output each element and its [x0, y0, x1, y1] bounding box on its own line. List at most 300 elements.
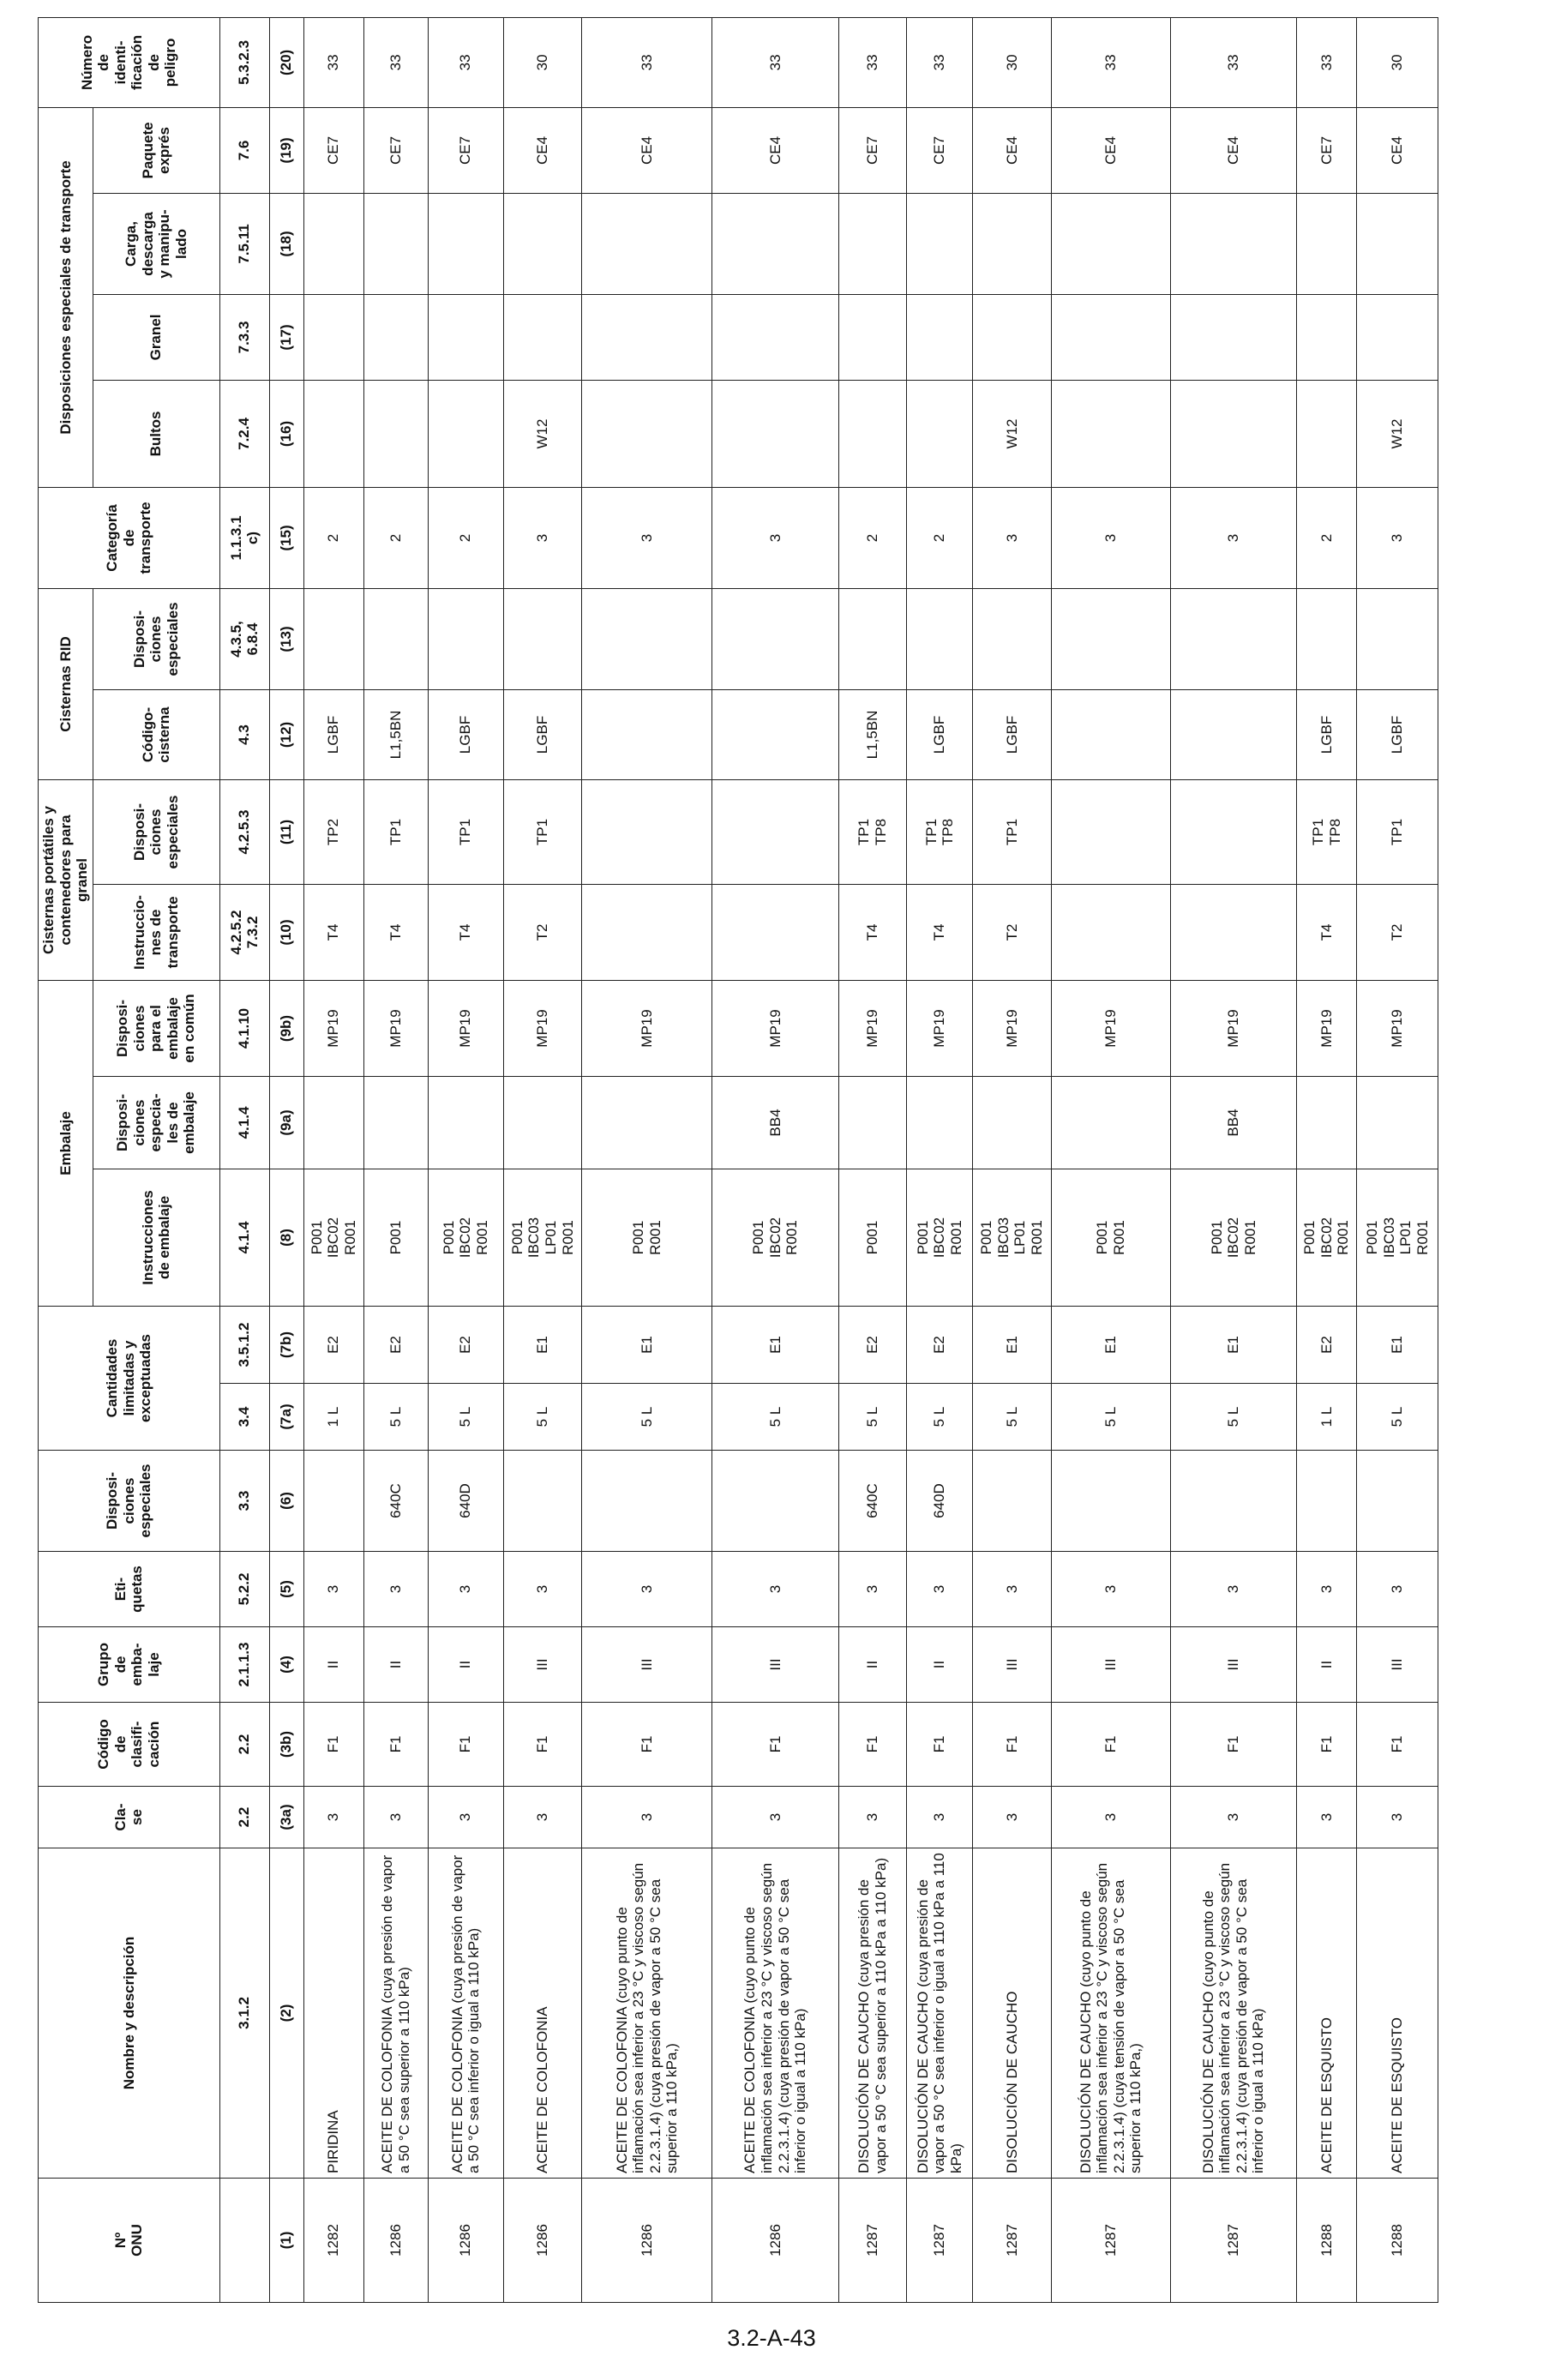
portable-tank-provisions-cell: TP1: [503, 779, 582, 884]
section-ref-cell: 2.2: [219, 1703, 269, 1787]
rid-tank-provisions-cell: [303, 588, 363, 689]
rid-tank-provisions-cell: [712, 588, 839, 689]
class-cell: 3: [1170, 1787, 1297, 1848]
header-codigo: Código de clasifi- cación: [39, 1703, 220, 1787]
mixed-packing-provisions-cell: MP19: [503, 980, 582, 1076]
table-row: [712, 17, 839, 2302]
onu-number-cell: 1286: [428, 2179, 503, 2303]
classification-code-cell: F1: [1170, 1703, 1297, 1787]
handling-provisions-cell: [907, 193, 973, 294]
transport-category-cell: 3: [973, 487, 1052, 588]
portable-tank-instructions-cell: [1051, 884, 1170, 980]
handling-provisions-cell: [838, 193, 906, 294]
portable-tank-provisions-cell: [1051, 779, 1170, 884]
handling-provisions-cell: [363, 193, 428, 294]
section-ref-cell: 7.6: [219, 107, 269, 193]
packages-provisions-cell: W12: [1357, 380, 1438, 487]
column-number-cell: (11): [269, 779, 303, 884]
portable-tank-provisions-cell: TP1 TP8: [907, 779, 973, 884]
portable-tank-instructions-cell: T4: [1297, 884, 1357, 980]
labels-cell: 3: [907, 1552, 973, 1627]
onu-number-cell: 1288: [1357, 2179, 1438, 2303]
column-number-cell: (8): [269, 1169, 303, 1307]
column-number-cell: (9a): [269, 1077, 303, 1169]
tank-code-cell: L1,5BN: [363, 689, 428, 779]
table-row: [582, 17, 712, 2302]
table-row: [907, 17, 973, 2302]
section-ref-cell: 2.2: [219, 1787, 269, 1848]
packages-provisions-cell: [303, 380, 363, 487]
express-parcel-provisions-cell: CE7: [303, 107, 363, 193]
section-ref-cell: 2.1.1.3: [219, 1627, 269, 1703]
header-disp-especiales-embalaje: Disposi- ciones especia- les de embalaje: [93, 1077, 219, 1169]
column-number-cell: (20): [269, 17, 303, 107]
tank-code-cell: LGBF: [973, 689, 1052, 779]
section-ref-cell: 4.1.4: [219, 1077, 269, 1169]
column-number-cell: (9b): [269, 980, 303, 1076]
column-number-cell: (19): [269, 107, 303, 193]
name-description-cell: ACEITE DE ESQUISTO: [1357, 1848, 1438, 2179]
labels-cell: 3: [582, 1552, 712, 1627]
name-description-cell: PIRIDINA: [303, 1848, 363, 2179]
name-description-cell: ACEITE DE COLOFONIA (cuyo punto de inflamación sea inferior a 23 °C y viscoso según 2.2.3.1.4) (cuya presión de vapor a 50 °C sea inferior o igual a 110 kPa): [712, 1848, 839, 2179]
header-granel: Granel: [93, 294, 219, 380]
packages-provisions-cell: [907, 380, 973, 487]
mixed-packing-provisions-cell: MP19: [838, 980, 906, 1076]
header-etiquetas: Eti- quetas: [39, 1552, 220, 1627]
section-ref-cell: 4.2.5.3: [219, 779, 269, 884]
handling-provisions-cell: [582, 193, 712, 294]
class-cell: 3: [503, 1787, 582, 1848]
hazard-number-cell: 33: [428, 17, 503, 107]
handling-provisions-cell: [1170, 193, 1297, 294]
packing-instructions-cell: P001 IBC02 R001: [303, 1169, 363, 1307]
limited-quantity-cell: 5 L: [907, 1384, 973, 1451]
special-provisions-cell: [303, 1451, 363, 1552]
transport-category-cell: 3: [1051, 487, 1170, 588]
portable-tank-instructions-cell: T2: [1357, 884, 1438, 980]
classification-code-cell: F1: [973, 1703, 1052, 1787]
packing-instructions-cell: P001 IBC02 R001: [1170, 1169, 1297, 1307]
rid-tank-provisions-cell: [1357, 588, 1438, 689]
labels-cell: 3: [1297, 1552, 1357, 1627]
onu-number-cell: 1287: [1170, 2179, 1297, 2303]
packing-group-cell: III: [973, 1627, 1052, 1703]
bulk-provisions-cell: [838, 294, 906, 380]
table-row: [838, 17, 906, 2302]
packing-instructions-cell: P001 R001: [1051, 1169, 1170, 1307]
tank-code-cell: LGBF: [428, 689, 503, 779]
hazard-number-cell: 33: [838, 17, 906, 107]
column-number-cell: (3b): [269, 1703, 303, 1787]
special-packing-provisions-cell: [582, 1077, 712, 1169]
tank-code-cell: [1170, 689, 1297, 779]
section-ref-cell: 4.1.10: [219, 980, 269, 1076]
tank-code-cell: LGBF: [1357, 689, 1438, 779]
express-parcel-provisions-cell: CE7: [428, 107, 503, 193]
express-parcel-provisions-cell: CE4: [582, 107, 712, 193]
handling-provisions-cell: [503, 193, 582, 294]
packing-group-cell: II: [428, 1627, 503, 1703]
special-provisions-cell: 640C: [363, 1451, 428, 1552]
classification-code-cell: F1: [428, 1703, 503, 1787]
excepted-quantity-cell: E1: [1357, 1307, 1438, 1384]
packing-instructions-cell: P001 IBC02 R001: [1297, 1169, 1357, 1307]
class-cell: 3: [428, 1787, 503, 1848]
special-provisions-cell: 640C: [838, 1451, 906, 1552]
classification-code-cell: F1: [363, 1703, 428, 1787]
tank-code-cell: [712, 689, 839, 779]
special-packing-provisions-cell: BB4: [1170, 1077, 1297, 1169]
onu-number-cell: 1287: [838, 2179, 906, 2303]
class-cell: 3: [1357, 1787, 1438, 1848]
labels-cell: 3: [363, 1552, 428, 1627]
hazard-number-cell: 33: [582, 17, 712, 107]
section-ref-cell: 3.5.1.2: [219, 1307, 269, 1384]
rid-tank-provisions-cell: [1051, 588, 1170, 689]
portable-tank-provisions-cell: TP1: [363, 779, 428, 884]
column-number-cell: (6): [269, 1451, 303, 1552]
packing-group-cell: III: [582, 1627, 712, 1703]
packages-provisions-cell: [838, 380, 906, 487]
header-name: Nombre y descripción: [39, 1848, 220, 2179]
classification-code-cell: F1: [907, 1703, 973, 1787]
tank-code-cell: LGBF: [503, 689, 582, 779]
header-onu: Nº ONU: [39, 2179, 220, 2303]
excepted-quantity-cell: E1: [973, 1307, 1052, 1384]
table-row: [1357, 17, 1438, 2302]
packing-instructions-cell: P001 IBC03 LP01 R001: [503, 1169, 582, 1307]
handling-provisions-cell: [1051, 193, 1170, 294]
special-provisions-cell: [1051, 1451, 1170, 1552]
packing-group-cell: II: [907, 1627, 973, 1703]
page-number: 3.2-A-43: [727, 2325, 816, 2351]
classification-code-cell: F1: [582, 1703, 712, 1787]
column-number-cell: (5): [269, 1552, 303, 1627]
mixed-packing-provisions-cell: MP19: [1357, 980, 1438, 1076]
hazard-number-cell: 30: [973, 17, 1052, 107]
transport-category-cell: 3: [712, 487, 839, 588]
labels-cell: 3: [1051, 1552, 1170, 1627]
limited-quantity-cell: 5 L: [1357, 1384, 1438, 1451]
name-description-cell: ACEITE DE COLOFONIA (cuya presión de vapor a 50 °C sea superior a 110 kPa): [363, 1848, 428, 2179]
packing-instructions-cell: P001 IBC02 R001: [907, 1169, 973, 1307]
packing-instructions-cell: P001 IBC03 LP01 R001: [1357, 1169, 1438, 1307]
packing-group-cell: III: [1357, 1627, 1438, 1703]
transport-category-cell: 3: [1357, 487, 1438, 588]
portable-tank-instructions-cell: T4: [907, 884, 973, 980]
special-provisions-cell: [1357, 1451, 1438, 1552]
handling-provisions-cell: [712, 193, 839, 294]
transport-category-cell: 2: [1297, 487, 1357, 588]
transport-category-cell: 3: [1170, 487, 1297, 588]
packages-provisions-cell: [428, 380, 503, 487]
excepted-quantity-cell: E1: [503, 1307, 582, 1384]
special-provisions-cell: [503, 1451, 582, 1552]
onu-number-cell: 1286: [503, 2179, 582, 2303]
table-row: [973, 17, 1052, 2302]
hazard-number-cell: 33: [363, 17, 428, 107]
limited-quantity-cell: 5 L: [712, 1384, 839, 1451]
bulk-provisions-cell: [582, 294, 712, 380]
rid-tank-provisions-cell: [973, 588, 1052, 689]
header-codigo-cisterna: Código- cisterna: [93, 689, 219, 779]
header-categoria: Categoría de transporte: [39, 487, 220, 588]
header-paquete: Paquete exprés: [93, 107, 219, 193]
bulk-provisions-cell: [1051, 294, 1170, 380]
header-cisternas-rid: Cisternas RID: [39, 588, 93, 779]
rid-tank-provisions-cell: [1170, 588, 1297, 689]
table-body: [303, 17, 1438, 2302]
labels-cell: 3: [973, 1552, 1052, 1627]
section-ref-cell: 1.1.3.1 c): [219, 487, 269, 588]
table-row: [1297, 17, 1357, 2302]
packing-instructions-cell: P001: [838, 1169, 906, 1307]
handling-provisions-cell: [1357, 193, 1438, 294]
onu-number-cell: 1287: [1051, 2179, 1170, 2303]
class-cell: 3: [582, 1787, 712, 1848]
section-ref-cell: 4.2.5.2 7.3.2: [219, 884, 269, 980]
mixed-packing-provisions-cell: MP19: [1170, 980, 1297, 1076]
special-provisions-cell: [973, 1451, 1052, 1552]
mixed-packing-provisions-cell: MP19: [1051, 980, 1170, 1076]
section-ref-cell: 4.3: [219, 689, 269, 779]
column-number-row: [269, 17, 303, 2302]
excepted-quantity-cell: E2: [363, 1307, 428, 1384]
bulk-provisions-cell: [503, 294, 582, 380]
column-number-cell: (3a): [269, 1787, 303, 1848]
packing-group-cell: III: [1051, 1627, 1170, 1703]
transport-category-cell: 2: [428, 487, 503, 588]
hazard-number-cell: 33: [907, 17, 973, 107]
packing-group-cell: III: [712, 1627, 839, 1703]
mixed-packing-provisions-cell: MP19: [582, 980, 712, 1076]
section-ref-cell: 7.2.4: [219, 380, 269, 487]
limited-quantity-cell: 5 L: [838, 1384, 906, 1451]
packing-instructions-cell: P001 IBC03 LP01 R001: [973, 1169, 1052, 1307]
tank-code-cell: [1051, 689, 1170, 779]
portable-tank-provisions-cell: TP1: [1357, 779, 1438, 884]
express-parcel-provisions-cell: CE4: [503, 107, 582, 193]
rid-tank-provisions-cell: [503, 588, 582, 689]
portable-tank-instructions-cell: T4: [363, 884, 428, 980]
express-parcel-provisions-cell: CE4: [1051, 107, 1170, 193]
table-row: [503, 17, 582, 2302]
name-description-cell: ACEITE DE COLOFONIA: [503, 1848, 582, 2179]
column-number-cell: (13): [269, 588, 303, 689]
header-disp-especiales-cisternas: Disposi- ciones especiales: [93, 779, 219, 884]
classification-code-cell: F1: [712, 1703, 839, 1787]
special-provisions-cell: 640D: [428, 1451, 503, 1552]
packing-instructions-cell: P001: [363, 1169, 428, 1307]
transport-category-cell: 3: [582, 487, 712, 588]
column-number-cell: (12): [269, 689, 303, 779]
packing-group-cell: II: [838, 1627, 906, 1703]
classification-code-cell: F1: [503, 1703, 582, 1787]
mixed-packing-provisions-cell: MP19: [363, 980, 428, 1076]
packing-group-cell: II: [303, 1627, 363, 1703]
header-instrucciones-transporte: Instruccio- nes de transporte: [93, 884, 219, 980]
express-parcel-provisions-cell: CE7: [838, 107, 906, 193]
class-cell: 3: [1297, 1787, 1357, 1848]
class-cell: 3: [973, 1787, 1052, 1848]
name-description-cell: DISOLUCIÓN DE CAUCHO (cuyo punto de inflamación sea inferior a 23 °C y viscoso según 2.2.3.1.4) (cuya tensión de vapor a 50 °C sea superior a 110 kPa,): [1051, 1848, 1170, 2179]
portable-tank-instructions-cell: T2: [973, 884, 1052, 980]
header-cantidades: Cantidades limitadas y exceptuadas: [39, 1307, 220, 1451]
column-number-cell: (2): [269, 1848, 303, 2179]
portable-tank-provisions-cell: [712, 779, 839, 884]
labels-cell: 3: [303, 1552, 363, 1627]
excepted-quantity-cell: E1: [1170, 1307, 1297, 1384]
handling-provisions-cell: [1297, 193, 1357, 294]
class-cell: 3: [907, 1787, 973, 1848]
section-ref-cell: 5.2.2: [219, 1552, 269, 1627]
portable-tank-instructions-cell: T4: [428, 884, 503, 980]
section-ref-cell: 3.1.2: [219, 1848, 269, 2179]
portable-tank-provisions-cell: TP1: [973, 779, 1052, 884]
section-ref-cell: [219, 2179, 269, 2303]
rid-tank-provisions-cell: [838, 588, 906, 689]
name-description-cell: DISOLUCIÓN DE CAUCHO: [973, 1848, 1052, 2179]
hazard-number-cell: 33: [303, 17, 363, 107]
rid-tank-provisions-cell: [582, 588, 712, 689]
class-cell: 3: [838, 1787, 906, 1848]
handling-provisions-cell: [428, 193, 503, 294]
name-description-cell: ACEITE DE ESQUISTO: [1297, 1848, 1357, 2179]
limited-quantity-cell: 5 L: [503, 1384, 582, 1451]
mixed-packing-provisions-cell: MP19: [1297, 980, 1357, 1076]
dangerous-goods-table: [38, 17, 1438, 2303]
classification-code-cell: F1: [1297, 1703, 1357, 1787]
header-bultos: Bultos: [93, 380, 219, 487]
excepted-quantity-cell: E1: [582, 1307, 712, 1384]
labels-cell: 3: [712, 1552, 839, 1627]
name-description-cell: DISOLUCIÓN DE CAUCHO (cuya presión de vapor a 50 °C sea inferior o igual a 110 kPa a 110 kPa): [907, 1848, 973, 2179]
excepted-quantity-cell: E2: [428, 1307, 503, 1384]
name-description-cell: ACEITE DE COLOFONIA (cuyo punto de inflamación sea inferior a 23 °C y viscoso según 2.2.3.1.4) (cuya presión de vapor a 50 °C sea superior a 110 kPa,): [582, 1848, 712, 2179]
packing-group-cell: II: [363, 1627, 428, 1703]
class-cell: 3: [712, 1787, 839, 1848]
table-row: [428, 17, 503, 2302]
tank-code-cell: LGBF: [907, 689, 973, 779]
packages-provisions-cell: [1051, 380, 1170, 487]
header-clase: Cla- se: [39, 1787, 220, 1848]
onu-number-cell: 1288: [1297, 2179, 1357, 2303]
onu-number-cell: 1286: [582, 2179, 712, 2303]
transport-category-cell: 2: [907, 487, 973, 588]
packages-provisions-cell: [712, 380, 839, 487]
portable-tank-instructions-cell: T4: [303, 884, 363, 980]
bulk-provisions-cell: [1357, 294, 1438, 380]
limited-quantity-cell: 5 L: [973, 1384, 1052, 1451]
onu-number-cell: 1282: [303, 2179, 363, 2303]
packing-group-cell: III: [503, 1627, 582, 1703]
labels-cell: 3: [503, 1552, 582, 1627]
mixed-packing-provisions-cell: MP19: [712, 980, 839, 1076]
labels-cell: 3: [838, 1552, 906, 1627]
special-packing-provisions-cell: [1297, 1077, 1357, 1169]
header-disp-especiales-rid: Disposi- ciones especiales: [93, 588, 219, 689]
classification-code-cell: F1: [838, 1703, 906, 1787]
hazard-number-cell: 33: [1170, 17, 1297, 107]
limited-quantity-cell: 5 L: [1170, 1384, 1297, 1451]
special-packing-provisions-cell: [1051, 1077, 1170, 1169]
tank-code-cell: [582, 689, 712, 779]
express-parcel-provisions-cell: CE7: [1297, 107, 1357, 193]
limited-quantity-cell: 5 L: [1051, 1384, 1170, 1451]
tank-code-cell: L1,5BN: [838, 689, 906, 779]
limited-quantity-cell: 5 L: [363, 1384, 428, 1451]
header-numero-peligro: Número de identi- ficación de peligro: [39, 17, 220, 107]
column-number-cell: (1): [269, 2179, 303, 2303]
header-cisternas-portatiles: Cisternas portátiles y contenedores para granel: [39, 779, 93, 980]
excepted-quantity-cell: E2: [1297, 1307, 1357, 1384]
header-disp-embalaje-comun: Disposi- ciones para el embalaje en común: [93, 980, 219, 1076]
handling-provisions-cell: [973, 193, 1052, 294]
rid-tank-provisions-cell: [1297, 588, 1357, 689]
transport-category-cell: 3: [503, 487, 582, 588]
header-grupo: Grupo de emba- laje: [39, 1627, 220, 1703]
excepted-quantity-cell: E1: [1051, 1307, 1170, 1384]
mixed-packing-provisions-cell: MP19: [973, 980, 1052, 1076]
packages-provisions-cell: [1170, 380, 1297, 487]
bulk-provisions-cell: [712, 294, 839, 380]
packages-provisions-cell: W12: [973, 380, 1052, 487]
column-number-cell: (4): [269, 1627, 303, 1703]
header-carga: Carga, descarga y manipu- lado: [93, 193, 219, 294]
special-provisions-cell: [582, 1451, 712, 1552]
limited-quantity-cell: 1 L: [303, 1384, 363, 1451]
onu-number-cell: 1286: [712, 2179, 839, 2303]
express-parcel-provisions-cell: CE7: [363, 107, 428, 193]
packing-instructions-cell: P001 IBC02 R001: [428, 1169, 503, 1307]
header-embalaje: Embalaje: [39, 980, 93, 1306]
section-ref-cell: 4.1.4: [219, 1169, 269, 1307]
portable-tank-provisions-cell: TP2: [303, 779, 363, 884]
special-packing-provisions-cell: [363, 1077, 428, 1169]
portable-tank-instructions-cell: [582, 884, 712, 980]
portable-tank-instructions-cell: [1170, 884, 1297, 980]
portable-tank-provisions-cell: TP1: [428, 779, 503, 884]
special-packing-provisions-cell: [907, 1077, 973, 1169]
special-provisions-cell: [1297, 1451, 1357, 1552]
name-description-cell: ACEITE DE COLOFONIA (cuya presión de vapor a 50 °C sea inferior o igual a 110 kPa): [428, 1848, 503, 2179]
express-parcel-provisions-cell: CE7: [907, 107, 973, 193]
special-packing-provisions-cell: [1357, 1077, 1438, 1169]
section-ref-cell: 5.3.2.3: [219, 17, 269, 107]
mixed-packing-provisions-cell: MP19: [907, 980, 973, 1076]
special-packing-provisions-cell: BB4: [712, 1077, 839, 1169]
table-row: [1170, 17, 1297, 2302]
column-number-cell: (18): [269, 193, 303, 294]
portable-tank-instructions-cell: T4: [838, 884, 906, 980]
excepted-quantity-cell: E2: [303, 1307, 363, 1384]
portable-tank-instructions-cell: [712, 884, 839, 980]
labels-cell: 3: [1357, 1552, 1438, 1627]
column-number-cell: (15): [269, 487, 303, 588]
special-provisions-cell: [1170, 1451, 1297, 1552]
column-number-cell: (7b): [269, 1307, 303, 1384]
tank-code-cell: LGBF: [303, 689, 363, 779]
bulk-provisions-cell: [428, 294, 503, 380]
limited-quantity-cell: 1 L: [1297, 1384, 1357, 1451]
special-packing-provisions-cell: [973, 1077, 1052, 1169]
special-provisions-cell: 640D: [907, 1451, 973, 1552]
rid-tank-provisions-cell: [907, 588, 973, 689]
section-ref-cell: 7.3.3: [219, 294, 269, 380]
hazard-number-cell: 33: [1051, 17, 1170, 107]
labels-cell: 3: [428, 1552, 503, 1627]
